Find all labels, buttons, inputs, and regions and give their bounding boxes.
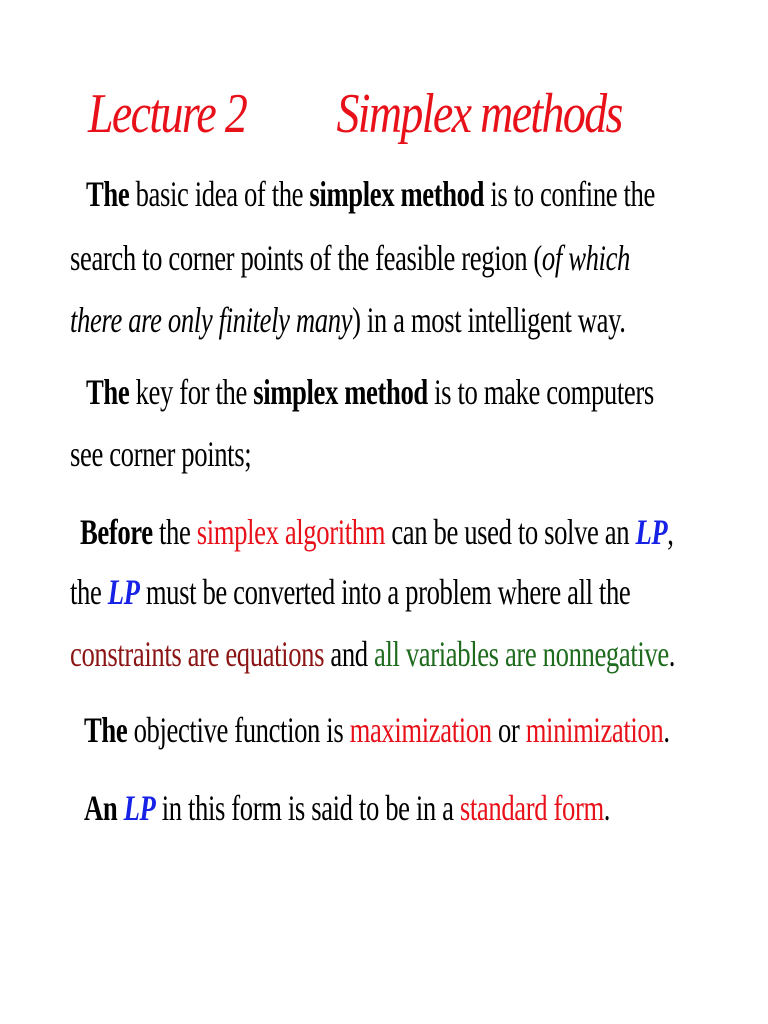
para3-variables: all variables are nonnegative	[374, 634, 669, 674]
para1-italic-a: of which	[541, 238, 630, 278]
para5-lp: LP	[123, 788, 156, 828]
para1-the: The	[86, 174, 130, 214]
para2-the: The	[86, 372, 130, 412]
para2-text-c: see corner points;	[70, 434, 252, 474]
para5-text-a: in this form is said to be in a	[161, 788, 454, 828]
para1-line3	[70, 298, 626, 342]
para3-and: and	[330, 634, 368, 674]
para5-an: An	[84, 788, 118, 828]
para3-constraints: constraints are equations	[70, 634, 325, 674]
para3-period: .	[668, 634, 676, 674]
para2-line2	[70, 432, 251, 476]
para3-line1	[80, 510, 674, 554]
para1-text-a: basic idea of the	[135, 174, 304, 214]
title-topic: Simplex methods	[336, 83, 622, 145]
para3-text-b: can be used to solve an	[391, 512, 630, 552]
title-lecture: Lecture 2	[88, 83, 247, 145]
para2-text-b: is to make computers	[434, 372, 654, 412]
para1-text-b: is to confine the	[490, 174, 655, 214]
slide-title	[88, 74, 622, 154]
para3-text-d: must be converted into a problem where all the	[145, 572, 631, 612]
para4-period: .	[663, 710, 670, 750]
para2-line1	[86, 370, 654, 414]
para3-line3	[70, 632, 675, 676]
para5-line1	[84, 786, 610, 830]
para4-text-a: objective function is	[133, 710, 344, 750]
para4-or: or	[497, 710, 520, 750]
para2-text-a: key for the	[135, 372, 247, 412]
para5-standard-form: standard form	[459, 788, 604, 828]
para3-before: Before	[80, 512, 153, 552]
para1-simplex-method: simplex method	[309, 174, 485, 214]
para1-line1	[86, 172, 655, 216]
para3-text-c: the	[70, 572, 102, 612]
para3-comma: ,	[667, 512, 674, 552]
para4-line1	[84, 708, 670, 752]
para3-line2	[70, 570, 630, 614]
para3-lp-2: LP	[107, 572, 140, 612]
para3-lp-1: LP	[635, 512, 668, 552]
para1-line2	[70, 236, 630, 280]
para4-the: The	[84, 710, 128, 750]
para4-minimization: minimization	[525, 710, 664, 750]
para3-simplex-algorithm: simplex algorithm	[196, 512, 386, 552]
para1-italic-b: there are only finitely many	[70, 300, 353, 340]
para3-text-a: the	[159, 512, 191, 552]
para1-text-d: ) in a most intelligent way.	[352, 300, 626, 340]
para4-maximization: maximization	[349, 710, 492, 750]
para5-period: .	[603, 788, 611, 828]
para1-text-c: search to corner points of the feasible region (	[70, 238, 542, 278]
para2-simplex-method: simplex method	[253, 372, 428, 412]
